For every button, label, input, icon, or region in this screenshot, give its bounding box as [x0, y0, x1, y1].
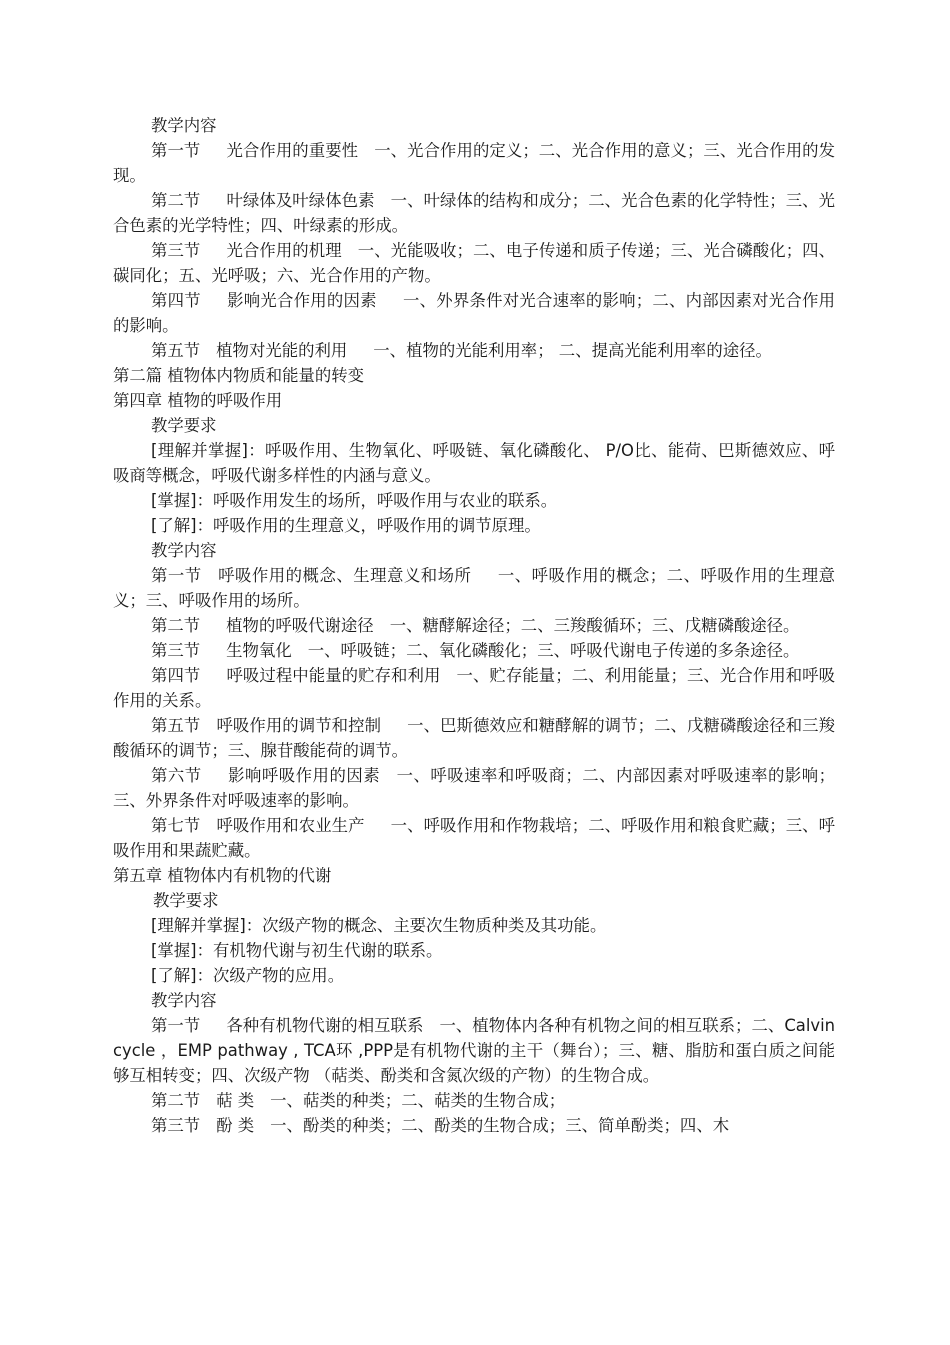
- c3-section-1: [113, 138, 835, 188]
- ch4-requirement-master: [掌握]：呼吸作用发生的场所，呼吸作用与农业的联系。: [151, 491, 558, 510]
- section-number: 第一节: [151, 1016, 201, 1035]
- section-topic: 光合作用的重要性: [226, 141, 359, 160]
- section-number: 第三节: [151, 241, 201, 260]
- ch4-section-4: [113, 663, 835, 713]
- ch4-section-1: [113, 563, 835, 613]
- section-items: 一、巴斯德效应和糖酵解的调节；二、戊糖磷酸途径和三羧酸循环的调节；三、腺苷酸能荷的调节。: [113, 716, 836, 760]
- section-topic: 各种有机物代谢的相互联系: [226, 1016, 424, 1035]
- chapter-5-title: 第五章 植物体内有机物的代谢: [113, 866, 332, 885]
- section-topic: 酚 类: [216, 1116, 255, 1135]
- section-items: 一、光合作用的定义；二、光合作用的意义；三、光合作用的发现。: [113, 141, 836, 185]
- section-items: 一、糖酵解途径；二、三羧酸循环；三、戊糖磷酸途径。: [389, 616, 800, 635]
- section-items: 一、呼吸速率和呼吸商；二、内部因素对呼吸速率的影响；三、外界条件对呼吸速率的影响。: [113, 766, 836, 810]
- section-items: 一、植物的光能利用率； 二、提高光能利用率的途径。: [373, 341, 772, 360]
- ch5-content-heading: 教学内容: [151, 991, 217, 1010]
- ch4-requirements-heading: 教学要求: [151, 416, 217, 435]
- section-number: 第四节: [151, 666, 201, 685]
- section-topic: 呼吸过程中能量的贮存和利用: [226, 666, 441, 685]
- section-number: 第二节: [151, 616, 201, 635]
- section-topic: 生物氧化: [226, 641, 292, 660]
- ch4-requirement-understand: [理解并掌握]：呼吸作用、生物氧化、呼吸链、氧化磷酸化、 P/O比、能荷、巴斯德效应、呼吸商等概念，呼吸代谢多样性的内涵与意义。: [113, 441, 835, 485]
- ch5-requirement-understand: [理解并掌握]：次级产物的概念、主要次生物质种类及其功能。: [151, 916, 607, 935]
- section-items: 一、贮存能量；二、利用能量；三、光合作用和呼吸作用的关系。: [113, 666, 836, 710]
- ch5-section-2: [113, 1088, 835, 1113]
- section-topic: 呼吸作用的概念、生理意义和场所: [217, 566, 472, 585]
- part-title: 第二篇 植物体内物质和能量的转变: [113, 366, 365, 385]
- section-topic: 光合作用的机理: [226, 241, 342, 260]
- section-items: 一、萜类的种类；二、萜类的生物合成；: [270, 1091, 566, 1110]
- ch4-section-6: [113, 763, 835, 813]
- section-topic: 影响光合作用的因素: [226, 291, 377, 310]
- section-number: 第四节: [151, 291, 201, 310]
- section-items: 一、呼吸作用和作物栽培；二、呼吸作用和粮食贮藏；三、呼吸作用和果蔬贮藏。: [113, 816, 836, 860]
- ch4-section-3: [113, 638, 835, 663]
- ch5-section-1: [113, 1013, 835, 1088]
- c3-section-4: [113, 288, 835, 338]
- section-items: 一、叶绿体的结构和成分；二、光合色素的化学特性；三、光合色素的光学特性；四、叶绿素的形成。: [113, 191, 836, 235]
- document-page: [113, 113, 835, 1138]
- section-number: 第六节: [151, 766, 202, 785]
- section-number: 第三节: [151, 641, 201, 660]
- ch5-requirements-heading: 教学要求: [153, 891, 219, 910]
- ch4-requirement-know: [了解]：呼吸作用的生理意义，呼吸作用的调节原理。: [151, 516, 541, 535]
- section-topic: 影响呼吸作用的因素: [227, 766, 381, 785]
- section-number: 第三节: [151, 1116, 201, 1135]
- section-number: 第七节: [151, 816, 201, 835]
- section-topic: 叶绿体及叶绿体色素: [226, 191, 375, 210]
- section-items: 一、植物体内各种有机物之间的相互联系；二、Calvin cycle ，EMP pathway , TCA环 ,PPP是有机物代谢的主干（舞台）；三、糖、脂肪和蛋白质之间能够互相转变；四、次级产物 （萜类、酚类和含氮次级的产物）的生物合成。: [113, 1016, 836, 1085]
- section-number: 第五节: [151, 716, 201, 735]
- section-topic: 植物的呼吸代谢途径: [226, 616, 374, 635]
- section-items: 一、呼吸作用的概念；二、呼吸作用的生理意义；三、呼吸作用的场所。: [113, 566, 836, 610]
- section-number: 第二节: [151, 191, 201, 210]
- section-topic: 植物对光能的利用: [216, 341, 348, 360]
- ch4-section-7: [113, 813, 835, 863]
- section-number: 第五节: [151, 341, 201, 360]
- section-items: 一、光能吸收；二、电子传递和质子传递；三、光合磷酸化；四、碳同化；五、光呼吸；六、光合作用的产物。: [113, 241, 836, 285]
- c3-section-2: [113, 188, 835, 238]
- section-number: 第一节: [151, 566, 202, 585]
- ch4-content-heading: 教学内容: [151, 541, 217, 560]
- ch5-section-3: [113, 1113, 835, 1138]
- ch5-requirement-know: [了解]：次级产物的应用。: [151, 966, 345, 985]
- section-topic: 萜 类: [216, 1091, 255, 1110]
- section-items: 一、外界条件对光合速率的影响；二、内部因素对光合作用的影响。: [113, 291, 836, 335]
- ch5-requirement-master: [掌握]：有机物代谢与初生代谢的联系。: [151, 941, 443, 960]
- section-items: 一、呼吸链；二、氧化磷酸化；三、呼吸代谢电子传递的多条途径。: [307, 641, 800, 660]
- section-topic: 呼吸作用和农业生产: [216, 816, 365, 835]
- c3-section-3: [113, 238, 835, 288]
- chapter-4-title: 第四章 植物的呼吸作用: [113, 391, 283, 410]
- c3-content-heading: 教学内容: [151, 116, 217, 135]
- section-number: 第一节: [151, 141, 201, 160]
- section-number: 第二节: [151, 1091, 201, 1110]
- ch4-section-5: [113, 713, 835, 763]
- section-topic: 呼吸作用的调节和控制: [216, 716, 382, 735]
- c3-section-5: [113, 338, 835, 363]
- section-items: 一、酚类的种类；二、酚类的生物合成；三、简单酚类；四、木: [270, 1116, 730, 1135]
- ch4-section-2: [113, 613, 835, 638]
